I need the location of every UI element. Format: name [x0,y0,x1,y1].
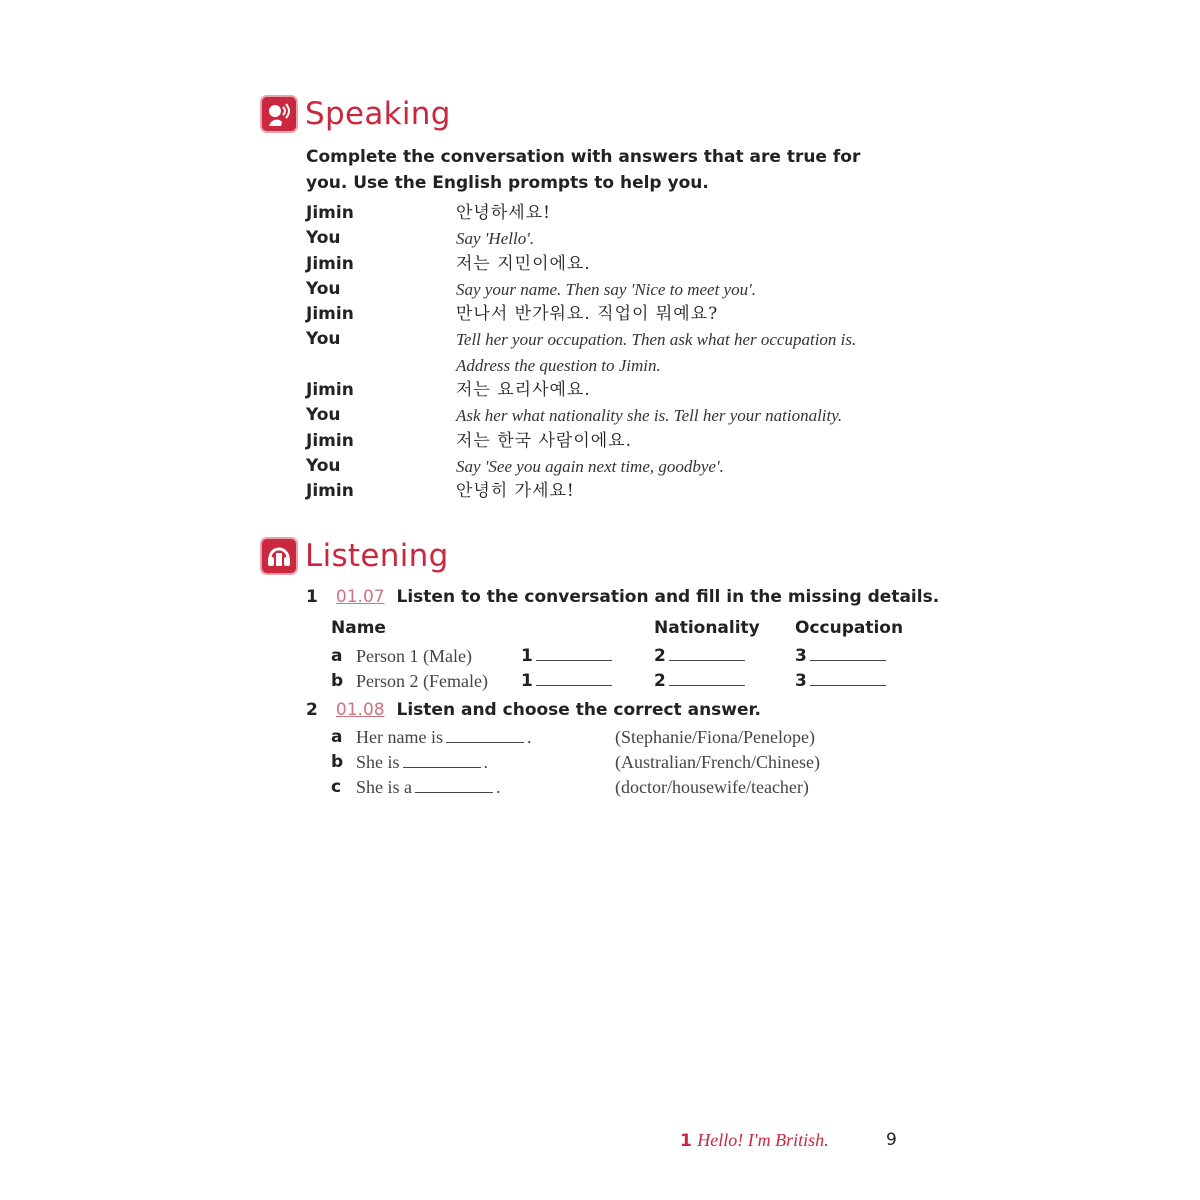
table-row [331,644,931,668]
speaker-name: Jimin [306,380,354,401]
task-number: 2 [306,700,318,720]
question-item [331,750,911,774]
answer-blank[interactable] [403,751,481,768]
task-1 [306,587,939,607]
english-prompt: Say your name. Then say 'Nice to meet you'. [456,279,756,299]
korean-utterance: 만나서 반가워요. 직업이 뭐예요? [456,304,719,325]
english-prompt: Say 'Hello'. [456,229,535,249]
speaker-name [306,353,456,378]
speaker-name: You [306,278,341,299]
dialogue-line [306,252,926,277]
question-item [331,775,911,799]
blank-occupation[interactable]: 3 [795,644,886,668]
english-prompt: Ask her what nationality she is. Tell her your nationality. [456,406,843,426]
item-stem: She is . [356,752,489,772]
task-2 [306,700,761,720]
item-letter: a [331,727,343,747]
item-letter: b [331,752,344,772]
korean-utterance: 저는 지민이에요. [456,253,591,274]
speaker-name: You [306,455,341,476]
speaker-name: Jimin [306,203,354,223]
row-label: Person 2 (Female) [356,671,488,691]
unit-title: Hello! I'm British. [697,1130,829,1150]
speaker-name: Jimin [306,304,354,325]
item-options: (Australian/French/Chinese) [615,752,820,772]
page-footer [680,1130,897,1151]
unit-number: 1 [680,1131,692,1151]
listening-title: Listening [305,538,449,574]
speaker-name: You [306,329,341,350]
dialogue [306,201,926,505]
blank-occupation[interactable]: 3 [795,669,886,693]
task-text: Listen and choose the correct answer. [396,700,761,720]
korean-utterance: 안녕하세요! [456,203,551,223]
row-letter: a [331,646,343,666]
header-occupation: Occupation [795,618,904,638]
audio-track-link[interactable]: 01.07 [335,587,385,607]
dialogue-line [306,378,926,403]
dialogue-line [306,353,926,378]
item-stem: Her name is . [356,727,532,747]
speaking-instruction: Complete the conversation with answers that are true for you. Use the English prompts to help you. [306,147,861,193]
speaker-name: Jimin [306,430,354,451]
dialogue-line [306,277,926,302]
dialogue-line [306,226,926,251]
dialogue-line [306,403,926,428]
question-item [331,725,911,749]
item-options: (doctor/housewife/teacher) [615,777,809,797]
speaker-name: You [306,228,341,249]
english-prompt: Say 'See you again next time, goodbye'. [456,456,724,476]
row-letter: b [331,671,344,691]
listening-header [260,537,449,575]
dialogue-line [306,454,926,479]
page-number: 9 [886,1130,897,1150]
dialogue-line [306,429,926,454]
answer-blank[interactable] [415,776,493,793]
dialogue-line [306,302,926,327]
speaking-header [260,95,451,133]
item-stem: She is a . [356,777,501,797]
header-name: Name [331,618,386,638]
speaker-name: You [306,405,341,426]
audio-track-link[interactable]: 01.08 [335,700,385,720]
task-text: Listen to the conversation and fill in the missing details. [396,587,940,607]
blank-nationality[interactable]: 2 [654,669,745,693]
blank-nationality[interactable]: 2 [654,644,745,668]
korean-utterance: 저는 한국 사람이에요. [456,430,633,451]
korean-utterance: 저는 요리사예요. [456,380,591,401]
item-options: (Stephanie/Fiona/Penelope) [615,727,815,747]
listening-icon [260,537,298,575]
header-nationality: Nationality [654,618,760,638]
item-letter: c [331,777,342,797]
dialogue-line [306,201,926,226]
dialogue-line [306,479,926,504]
task-number: 1 [306,587,318,607]
speaking-icon [260,95,298,133]
korean-utterance: 안녕히 가세요! [456,481,575,502]
english-prompt: Address the question to Jimin. [456,355,661,375]
blank-name[interactable]: 1 [521,669,612,693]
answer-blank[interactable] [446,726,524,743]
speaker-name: Jimin [306,253,354,274]
row-label: Person 1 (Male) [356,646,472,666]
speaker-name: Jimin [306,481,354,502]
speaking-title: Speaking [305,96,451,132]
table-row [331,669,931,693]
english-prompt: Tell her your occupation. Then ask what her occupation is. [456,330,857,350]
dialogue-line [306,327,926,352]
blank-name[interactable]: 1 [521,644,612,668]
